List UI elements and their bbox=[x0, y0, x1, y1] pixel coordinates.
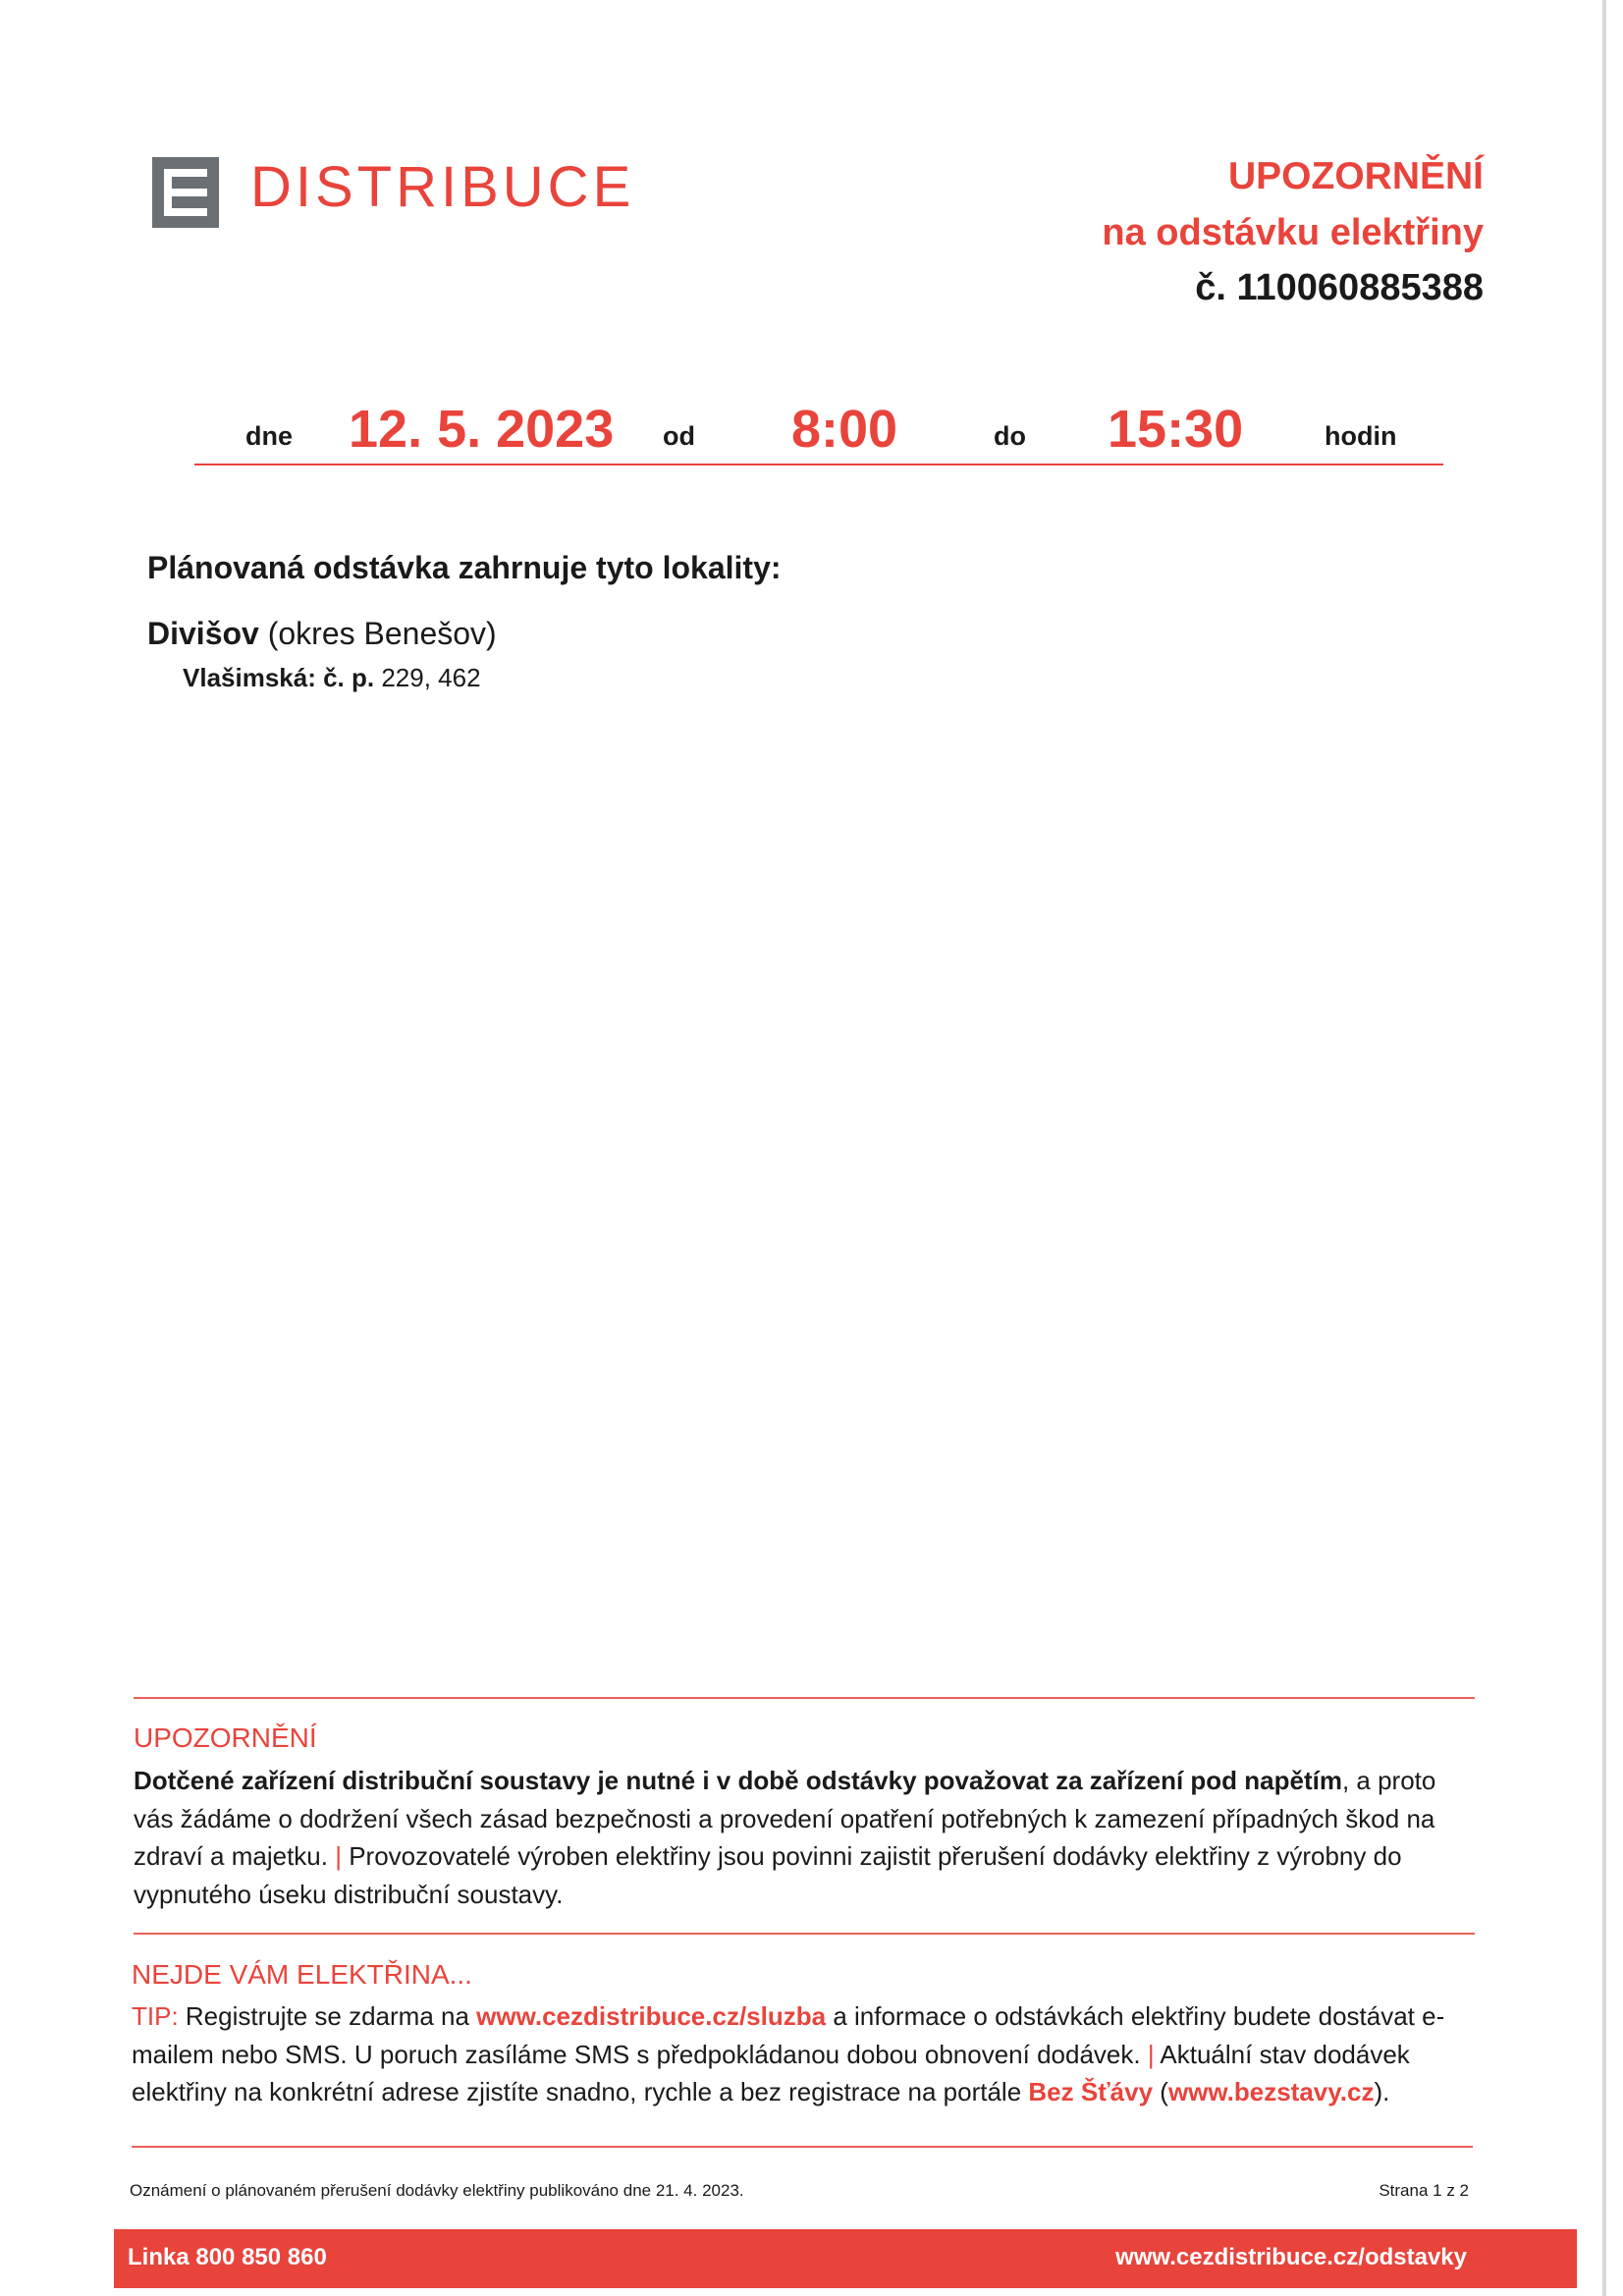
to-label: do bbox=[994, 421, 1026, 451]
warning-separator: | bbox=[335, 1841, 342, 1871]
page-number: Strana 1 z 2 bbox=[1379, 2181, 1469, 2200]
paren-open: ( bbox=[1160, 2077, 1168, 2106]
notice-title: UPOZORNĚNÍ bbox=[1227, 155, 1484, 197]
tip-title: NEJDE VÁM ELEKTŘINA... bbox=[132, 1959, 472, 1990]
house-numbers: 229, 462 bbox=[381, 663, 481, 692]
location-town bbox=[147, 616, 497, 652]
tip-text-3: Aktuální stav dodávek elektřiny na konkrétní adrese zjistíte snadno, rychle a bez registrace na portále bbox=[132, 2039, 1410, 2106]
warning-text-1: , a proto vás žádáme o dodržení všech zásad bezpečnosti a provedení opatření potřebných k zamezení případných škod na zdraví a majetku. bbox=[134, 1766, 1436, 1871]
locations-title: Plánovaná odstávka zahrnuje tyto lokality: bbox=[147, 550, 782, 585]
tip-text bbox=[132, 1997, 1482, 2111]
bez-stavy-link[interactable]: www.bezstavy.cz bbox=[1167, 2077, 1375, 2106]
footer-bar bbox=[114, 2229, 1577, 2288]
outage-date: 12. 5. 2023 bbox=[349, 400, 615, 459]
hotline: Linka 800 850 860 bbox=[128, 2244, 327, 2270]
notice-number: č. 110060885388 bbox=[1195, 267, 1484, 308]
outage-from: 8:00 bbox=[791, 400, 898, 459]
town-district: (okres Benešov) bbox=[267, 616, 497, 651]
from-label: od bbox=[663, 421, 695, 451]
tip-text-1: Registrujte se zdarma na bbox=[185, 2001, 469, 2031]
town-name: Divišov bbox=[147, 616, 259, 651]
notice-subtitle: na odstávku elektřiny bbox=[1102, 212, 1484, 253]
bez-stavy-brand: Bez Šťávy bbox=[1028, 2077, 1154, 2106]
cez-logo-icon bbox=[152, 157, 219, 228]
section-divider bbox=[134, 1697, 1475, 1699]
published-note: Oznámení o plánovaném přerušení dodávky elektřiny publikováno dne 21. 4. 2023. bbox=[130, 2181, 744, 2200]
unit-label: hodin bbox=[1325, 421, 1397, 451]
warning-text bbox=[134, 1762, 1479, 1913]
service-link[interactable]: www.cezdistribuce.cz/sluzba bbox=[476, 2001, 827, 2031]
scan-edge bbox=[1602, 0, 1606, 2296]
warning-bold-text: Dotčené zařízení distribuční soustavy je nutné i v době odstávky považovat za zařízení pod napětím bbox=[134, 1766, 1342, 1795]
outage-to: 15:30 bbox=[1108, 400, 1244, 459]
location-street bbox=[183, 663, 481, 693]
tip-label: TIP: bbox=[132, 2001, 179, 2031]
street-name: Vlašimská: č. p. bbox=[183, 663, 375, 692]
warning-text-2: Provozovatelé výroben elektřiny jsou povinni zajistit přerušení dodávky elektřiny z výrobny do vypnutého úseku distribuční soustavy. bbox=[134, 1841, 1402, 1909]
tip-text-2: a informace o odstávkách elektřiny budete dostávat e-mailem nebo SMS. U poruch zasíláme SMS s předpokládanou dobou obnovení dodávek. bbox=[132, 2001, 1445, 2069]
date-divider bbox=[194, 464, 1443, 465]
logo-text: DISTRIBUCE bbox=[250, 155, 635, 219]
section-divider bbox=[132, 2146, 1473, 2148]
date-label: dne bbox=[245, 421, 294, 451]
tip-separator: | bbox=[1147, 2039, 1155, 2069]
paren-close: ). bbox=[1374, 2077, 1390, 2106]
section-divider bbox=[134, 1933, 1475, 1935]
warning-title: UPOZORNĚNÍ bbox=[134, 1722, 317, 1753]
outages-link[interactable]: www.cezdistribuce.cz/odstavky bbox=[1115, 2244, 1467, 2270]
